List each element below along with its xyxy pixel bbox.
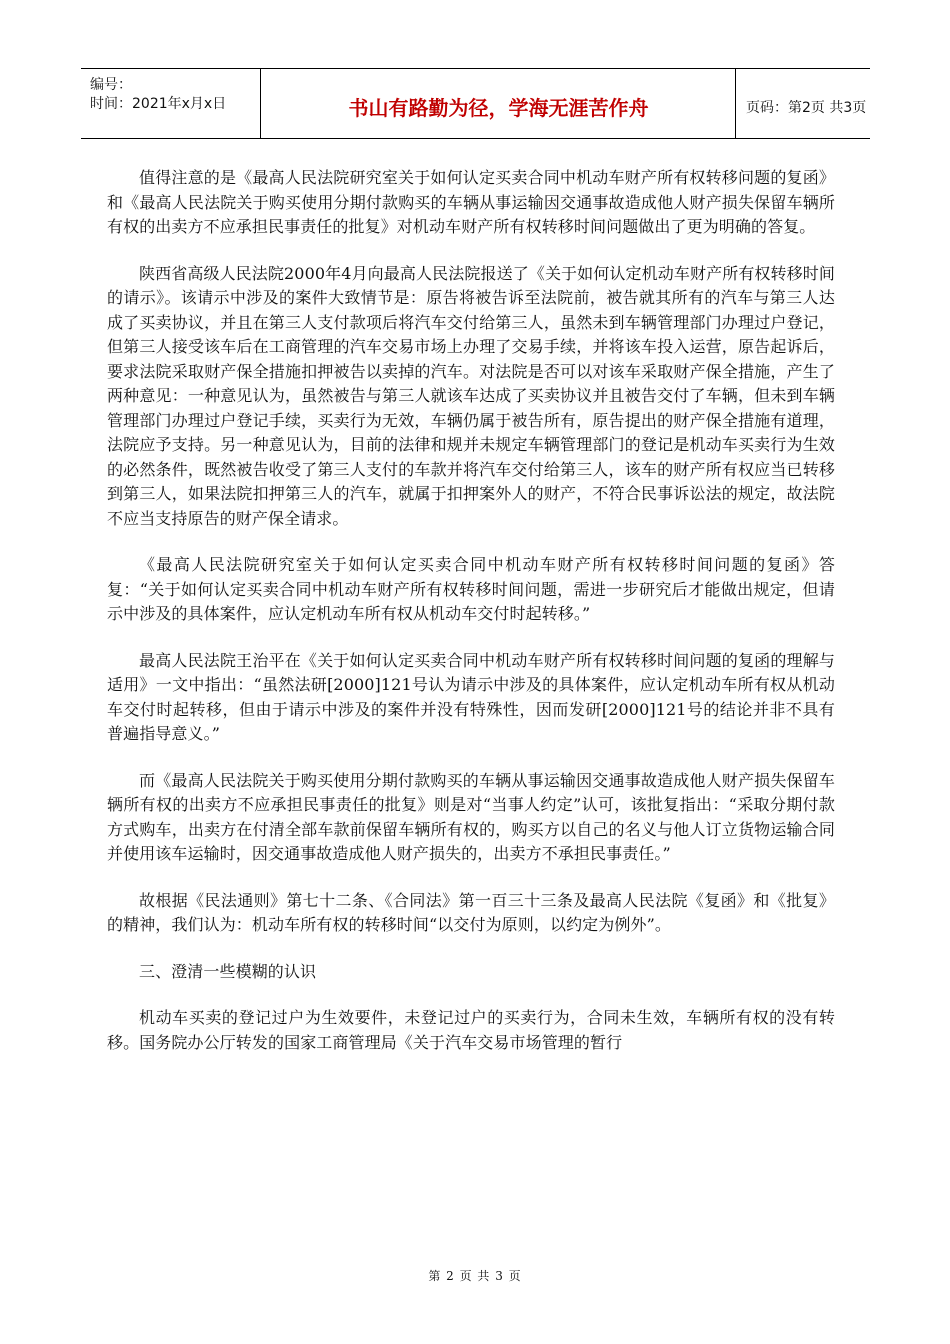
header-meta: [81, 69, 261, 138]
paragraph: 机动车买卖的登记过户为生效要件，未登记过户的买卖行为，合同未生效，车辆所有权的没有转移。国务院办公厅转发的国家工商管理局《关于汽车交易市场管理的暂行: [107, 1008, 835, 1052]
paragraph: 陕西省高级人民法院2000年4月向最高人民法院报送了《关于如何认定机动车财产所有权转移时间的请示》。该请示中涉及的案件大致情节是：原告将被告诉至法院前，被告就其所有的汽车与第三人达成了买卖协议，并且在第三人支付款项后将汽车交付给第三人，虽然未到车辆管理部门办理过户登记，但第三人接受该车后在工商管理的汽车交易市场上办理了交易手续，并将该车投入运营，原告起诉后，要求法院采取财产保全措施扣押被告以卖掉的汽车。对法院是否可以对该车采取财产保全措施，产生了两种意见：一种意见认为，虽然被告与第三人就该车达成了买卖协议并且被告交付了车辆，但未到车辆管理部门办理过户登记手续，买卖行为无效，车辆仍属于被告所有，原告提出的财产保全措施有道理，法院应予支持。另一种意见认为，目前的法律和规并未规定车辆管理部门的登记是机动车买卖行为生效的必然条件，既然被告收受了第三人支付的车款并将汽车交付给第三人，该车的财产所有权应当已转移到第三人，如果法院扣押第三人的汽车，就属于扣押案外人的财产，不符合民事诉讼法的规定，故法院不应当支持原告的财产保全请求。: [107, 263, 835, 528]
header-page-number: 页码：第2页 共3页: [746, 99, 867, 116]
header-motto: 书山有路勤为径，学海无涯苦作舟: [262, 69, 736, 138]
paragraph: 而《最高人民法院关于购买使用分期付款购买的车辆从事运输因交通事故造成他人财产损失保留车辆所有权的出卖方不应承担民事责任的批复》则是对“当事人约定”认可，该批复指出：“采取分期付款方式购车，出卖方在付清全部车款前保留车辆所有权的，购买方以自己的名义与他人订立货物运输合同并使用该车运输时，因交通事故造成他人财产损失的，出卖方不承担民事责任。”: [107, 770, 835, 863]
document-date: 时间：2021年x月x日: [90, 96, 227, 112]
section-heading: 三、澄清一些模糊的认识: [139, 961, 317, 981]
document-body: [107, 166, 835, 1077]
paragraph: 最高人民法院王治平在《关于如何认定买卖合同中机动车财产所有权转移时间问题的复函的理解与适用》一文中指出：“虽然法研[2000]121号认为请示中涉及的具体案件，应认定机动车所有权从机动车交付时起转移，但由于请示中涉及的案件并没有特殊性，因而发研[2000]121号的结论并非不具有普遍指导意义。”: [107, 650, 835, 743]
page-header: [81, 68, 870, 139]
page-footer: 第 2 页 共 3 页: [428, 1269, 522, 1283]
paragraph: 值得注意的是《最高人民法院研究室关于如何认定买卖合同中机动车财产所有权转移问题的复函》和《最高人民法院关于购买使用分期付款购买的车辆从事运输因交通事故造成他人财产损失保留车辆所有权的出卖方不应承担民事责任的批复》对机动车财产所有权转移时间问题做出了更为明确的答复。: [107, 168, 835, 236]
paragraph: 《最高人民法院研究室关于如何认定买卖合同中机动车财产所有权转移时间问题的复函》答复：“关于如何认定买卖合同中机动车财产所有权转移时间问题，需进一步研究后才能做出规定，但请示中涉及的具体案件，应认定机动车所有权从机动车交付时起转移。”: [107, 555, 835, 623]
paragraph: 故根据《民法通则》第七十二条、《合同法》第一百三十三条及最高人民法院《复函》和《批复》的精神，我们认为：机动车所有权的转移时间“以交付为原则，以约定为例外”。: [107, 890, 835, 934]
document-number: 编号：: [90, 77, 132, 93]
